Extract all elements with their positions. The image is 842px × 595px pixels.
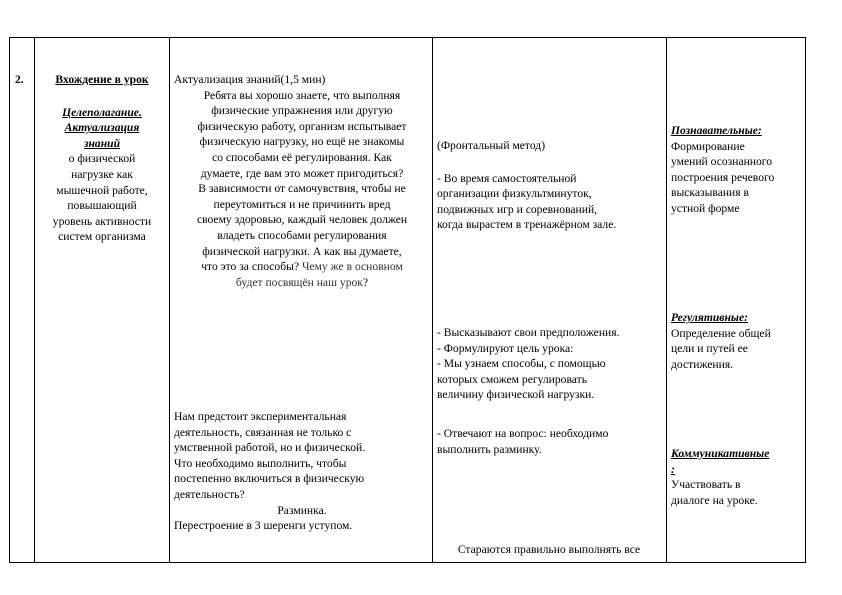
teacher-text: будет посвящён наш урок [235,275,363,289]
row-number: 2. [15,73,24,86]
uud-communicative [671,446,804,508]
teacher-line: В зависимости от самочувствия, чтобы не [198,182,406,196]
table-border-col4 [666,37,667,563]
table-border-col3 [432,37,433,563]
warmup-line: Разминка. [277,503,327,517]
teacher-line: Ребята вы хорошо знаете, что выполняя [203,88,401,102]
teacher-cell [174,72,430,290]
student-line: выполнить разминку. [437,442,542,456]
teacher-line: Что необходимо выполнить, чтобы [174,456,347,470]
teacher-line: думаете, где вам это может пригодиться? [200,166,404,180]
teacher-line: физические упражнения или другую [211,104,393,118]
teacher-paragraph-2 [174,409,430,534]
teacher-line: переутомиться и не причинить вред [213,197,391,211]
stage-cell [36,72,168,245]
teacher-text: ? [362,275,369,289]
uud-line: высказывания в [671,186,749,200]
teacher-line: своему здоровью, каждый человек должен [196,213,408,227]
table-top-border [9,37,805,38]
table-border-right [805,37,806,563]
stage-text-line: нагрузке как [71,167,133,181]
teacher-line [174,275,430,291]
uud-line: Формирование [671,139,745,153]
student-line: - Формулируют цель урока: [437,341,574,355]
student-line: - Во время самостоятельной [437,171,577,185]
stage-text-line: повышающий [67,199,137,213]
students-block-3 [437,426,665,457]
goal-line: Целеполагание. [62,105,142,119]
student-line: организации физкультминуток, [437,187,592,201]
teacher-line: постепенно включиться в физическую [174,472,365,486]
student-line: подвижных игр и соревнований, [437,202,598,216]
uud-line: Определение общей [671,326,771,340]
table-border-col1 [34,37,35,563]
students-block-2 [437,325,665,403]
students-bottom-line: Стараются правильно выполнять все [457,543,641,556]
uud-regulative [671,310,804,372]
uud-line: диалоге на уроке. [671,493,758,507]
teacher-line: деятельность, связанная не только с [174,425,352,439]
teacher-line: Нам предстоит экспериментальная [174,410,347,423]
regulative-title: Регулятивные: [671,311,748,324]
student-line: - Отвечают на вопрос: необходимо [437,427,609,440]
students-block-1 [437,138,665,233]
teacher-text: Чему же в основном [301,260,403,274]
teacher-line: умственной работой, но и физической. [174,441,366,455]
uud-line: устной форме [671,201,740,215]
uud-line: достижения. [671,357,734,371]
uud-line: цели и путей ее [671,342,748,356]
teacher-line: деятельность? [174,487,245,501]
table-bottom-border [9,562,805,563]
communicative-title: Коммуникативные [671,447,770,460]
uud-cognitive [671,123,804,217]
method-label: (Фронтальный метод) [437,139,546,152]
stage-text-line: о физической [68,152,136,166]
teacher-line: со способами её регулирования. Как [212,150,392,164]
student-line: величину физической нагрузки. [437,388,595,402]
cognitive-title: Познавательные: [671,124,762,137]
stage-text-line: систем организма [58,230,146,244]
stage-text-line: уровень активности [52,214,152,228]
table-border-left [9,37,10,563]
uud-line: построения речевого [671,170,775,184]
teacher-line [174,259,430,275]
teacher-line: физическую работу, организм испытывает [197,119,407,133]
student-line: когда вырастем в тренажёрном зале. [437,218,617,232]
uud-line: Участвовать в [671,478,741,492]
teacher-line: владеть способами регулирования [217,228,387,242]
stage-text-line: мышечной работе, [56,183,148,197]
goal-line: знаний [83,136,121,150]
rebuild-line: Перестроение в 3 шеренги уступом. [174,519,353,533]
teacher-line: физической нагрузки. А как вы думаете, [202,244,402,258]
teacher-line: физическую нагрузку, но ещё не знакомы [199,135,405,149]
goal-line: Актуализация [64,121,140,135]
table-border-col2 [169,37,170,563]
student-line: - Высказывают свои предположения. [437,326,620,339]
student-line: - Мы узнаем способы, с помощью [437,357,606,371]
teacher-text: что это за способы? [201,260,302,274]
stage-title: Вхождение в урок [55,73,149,86]
uud-line: умений осознанного [671,155,773,169]
teacher-head: Актуализация знаний(1,5 мин) [174,73,326,86]
teacher-paragraph-1 [174,88,430,291]
communicative-colon: : [671,462,675,476]
student-line: которых сможем регулировать [437,372,587,386]
